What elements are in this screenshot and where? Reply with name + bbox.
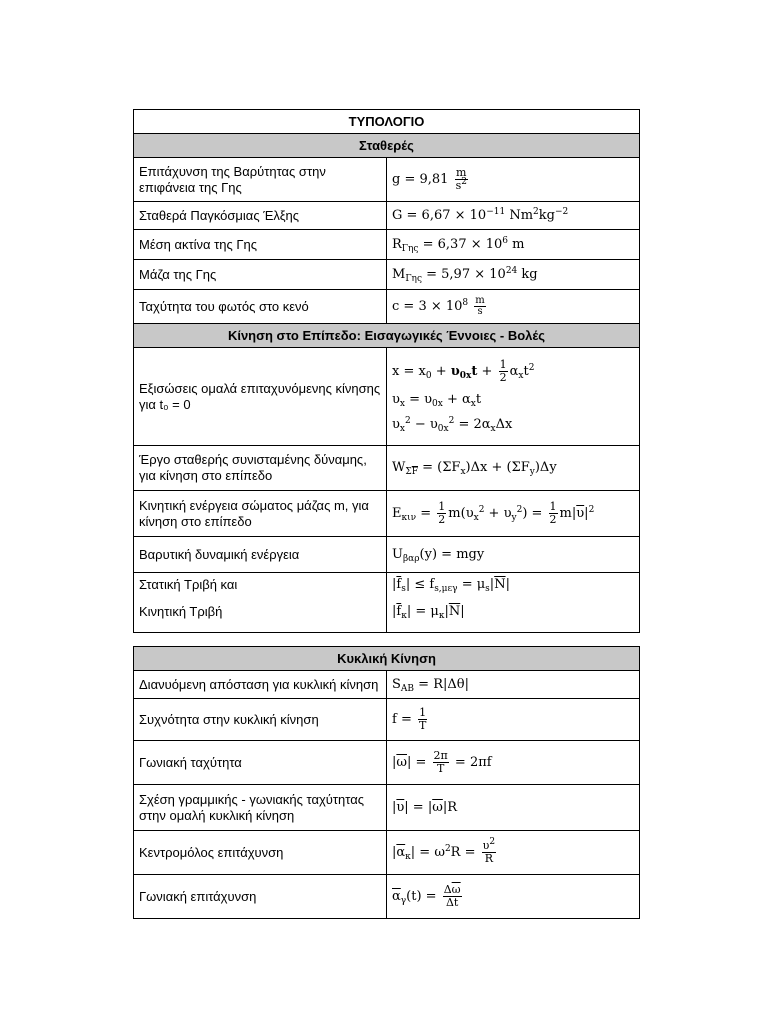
- table-row: [134, 573, 640, 633]
- formula-work-constant-force: $W_{\Sigma\overline{F}} = (\Sigma F_x)\Delta x + (\Sigma F_y)\Delta y$: [387, 446, 640, 491]
- table-row: [134, 785, 640, 831]
- table-row: [134, 491, 640, 537]
- formula-uniform-acceleration-equations: $x = x_0 + \upsilon_{0x}t$ + $\frac{1}{2}$ $\alpha_xt^2$ $\upsilon_x = \upsilon_{0x} + \alpha_xt$ $\upsilon_x^2 - \upsilon_{0x}^2 = 2\alpha_x\Delta x$: [387, 348, 640, 446]
- table-title-row: [134, 110, 640, 134]
- label-earth-radius: Μέση ακτίνα της Γης: [134, 230, 387, 260]
- label-gravity-acceleration: Επιτάχυνση της Βαρύτητας στην επιφάνεια της Γης: [134, 158, 387, 202]
- table-row: [134, 202, 640, 230]
- label-work-constant-force: Έργο σταθερής συνισταμένης δύναμης, για κίνηση στο επίπεδο: [134, 446, 387, 491]
- formula-linear-angular-relation: $|\overline{\upsilon}| = |\overline{\omega}|R$: [387, 785, 640, 831]
- label-speed-of-light: Ταχύτητα του φωτός στο κενό: [134, 290, 387, 324]
- formula-earth-radius: $R_{\Gamma\eta\varsigma} = 6,37 \times 10^6$ m: [387, 230, 640, 260]
- section-header-row: [134, 324, 640, 348]
- formula-angular-acceleration: $\overline{\alpha}_\gamma(t)$ = $\frac{\Delta\overline{\omega}}{\Delta t}$: [387, 875, 640, 919]
- section-header-row: [134, 134, 640, 158]
- label-kinetic-friction: Κινητική Τριβή: [139, 604, 223, 619]
- label-arc-distance: Διανυόμενη απόσταση για κυκλική κίνηση: [134, 671, 387, 699]
- label-kinetic-energy: Κινητική ενέργεια σώματος μάζας m, για κίνηση στο επίπεδο: [134, 491, 387, 537]
- table-row: [134, 671, 640, 699]
- table-row: [134, 348, 640, 446]
- section-header-plane-motion: Κίνηση στο Επίπεδο: Εισαγωγικές Έννοιες - Βολές: [134, 324, 640, 348]
- table-row: [134, 741, 640, 785]
- formula-arc-distance: $S_{AB} = R|\Delta\theta|$: [387, 671, 640, 699]
- table-row: [134, 230, 640, 260]
- formula-gravitational-constant: $G = 6,67 \times 10^{-11}$ $Nm^2kg^{-2}$: [387, 202, 640, 230]
- formula-frequency: f = $\frac{1}{T}$: [387, 699, 640, 741]
- label-frequency: Συχνότητα στην κυκλική κίνηση: [134, 699, 387, 741]
- table-row: [134, 446, 640, 491]
- formula-table-part-1: [133, 109, 640, 633]
- formula-gravitational-potential-energy: $U_{\beta\alpha\rho}(y)$ = mgy: [387, 537, 640, 573]
- formula-kinetic-energy: $E_{\kappa\iota\nu}$ = $\frac{1}{2}$ $m(\upsilon_x^2 + \upsilon_y^2)$ = $\frac{1}{2}$ $m|\overline{\upsilon}|^2$: [387, 491, 640, 537]
- formula-centripetal-acceleration: $|\overline{\alpha}_\kappa| = \omega^2R$ = $\frac{\upsilon^2}{R}$: [387, 831, 640, 875]
- table-title: ΤΥΠΟΛΟΓΙΟ: [134, 110, 640, 134]
- table-row: [134, 831, 640, 875]
- label-centripetal-acceleration: Κεντρομόλος επιτάχυνση: [134, 831, 387, 875]
- label-angular-velocity: Γωνιακή ταχύτητα: [134, 741, 387, 785]
- formula-gravity-acceleration: g = 9,81 $\frac{m}{s^2}$: [387, 158, 640, 202]
- section-header-circular-motion: Κυκλική Κίνηση: [134, 647, 640, 671]
- formula-angular-velocity: $|\overline{\omega}|$ = $\frac{2\pi}{T}$ = 2πf: [387, 741, 640, 785]
- label-gravitational-potential-energy: Βαρυτική δυναμική ενέργεια: [134, 537, 387, 573]
- formula-earth-mass: $M_{\Gamma\eta\varsigma} = 5,97 \times 10^{24}$ kg: [387, 260, 640, 290]
- table-row: [134, 537, 640, 573]
- section-header-row: [134, 647, 640, 671]
- table-row: [134, 875, 640, 919]
- formula-table-part-2: [133, 646, 640, 919]
- label-friction: [134, 573, 387, 633]
- table-row: [134, 290, 640, 324]
- formula-speed-of-light: $c = 3 \times 10^8$ $\frac{m}{s}$: [387, 290, 640, 324]
- label-linear-angular-relation: Σχέση γραμμικής - γωνιακής ταχύτητας στην ομαλή κυκλική κίνηση: [134, 785, 387, 831]
- label-earth-mass: Μάζα της Γης: [134, 260, 387, 290]
- table-row: [134, 260, 640, 290]
- formula-friction: $|\overline{f}_s| \le f_{s,\mu\varepsilon\gamma} = \mu_s|\overline{N}|$ $|\overline{f}_\kappa| = \mu_\kappa|\overline{N}|$: [387, 573, 640, 633]
- label-uniform-acceleration-equations: Εξισώσεις ομαλά επιταχυνόμενης κίνησης για t₀ = 0: [134, 348, 387, 446]
- section-header-constants: Σταθερές: [134, 134, 640, 158]
- label-angular-acceleration: Γωνιακή επιτάχυνση: [134, 875, 387, 919]
- table-row: [134, 158, 640, 202]
- label-gravitational-constant: Σταθερά Παγκόσμιας Έλξης: [134, 202, 387, 230]
- label-static-friction: Στατική Τριβή και: [139, 577, 238, 592]
- table-row: [134, 699, 640, 741]
